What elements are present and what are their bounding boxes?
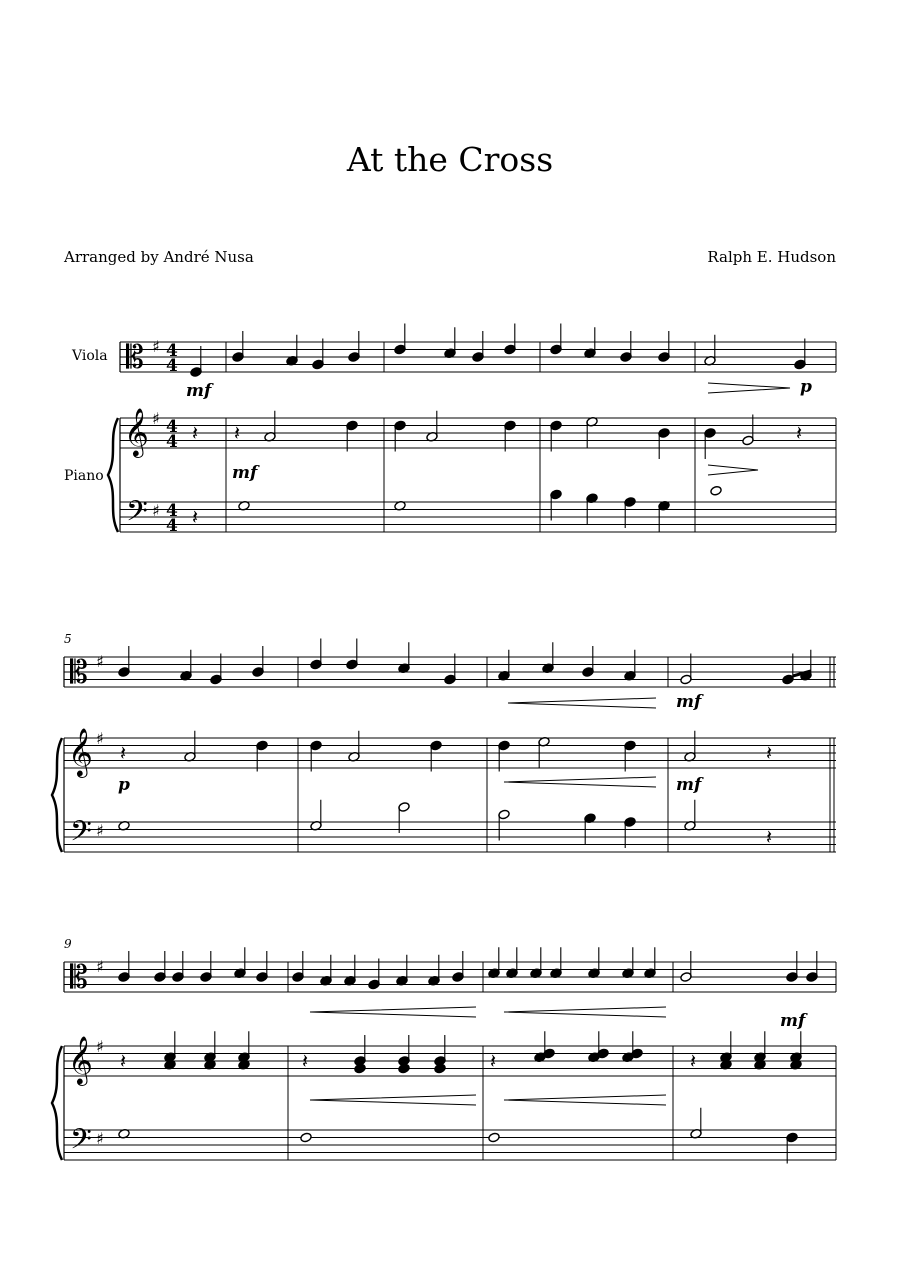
note — [346, 420, 358, 451]
note — [624, 497, 636, 528]
decrescendo-hairpin — [708, 465, 758, 475]
note — [398, 802, 410, 833]
note — [550, 947, 562, 978]
note — [550, 489, 562, 520]
note — [498, 740, 510, 771]
note — [680, 951, 692, 982]
decrescendo-hairpin — [708, 383, 790, 393]
note — [354, 1063, 366, 1074]
note — [444, 654, 456, 685]
piano-bass-staff — [64, 822, 836, 852]
note — [704, 428, 716, 459]
note — [622, 947, 634, 978]
measure-number: 5 — [64, 632, 72, 646]
note — [582, 646, 594, 677]
note — [624, 650, 636, 681]
note — [586, 416, 598, 447]
quarter-rest-icon: 𝄽 — [302, 1049, 309, 1073]
note — [434, 1063, 446, 1074]
note — [530, 947, 542, 978]
note — [690, 1108, 702, 1139]
bass-clef-icon: 𝄢 — [70, 1123, 92, 1163]
note — [644, 947, 656, 978]
note — [348, 731, 360, 762]
alto-clef-icon: 𝄡 — [70, 958, 88, 996]
crescendo-hairpin — [508, 698, 656, 708]
piano-treble-staff — [120, 418, 836, 448]
piano-label: Piano — [64, 468, 104, 484]
dynamic-marking: mf — [186, 381, 212, 401]
piano-brace — [52, 738, 62, 852]
note — [428, 955, 440, 986]
note — [398, 1063, 410, 1074]
arranger-credit: Arranged by André Nusa — [64, 248, 254, 266]
notehead — [398, 1063, 410, 1074]
notehead — [488, 1132, 500, 1143]
note — [172, 951, 184, 982]
note — [430, 740, 442, 771]
note — [658, 331, 670, 362]
dynamic-marking: mf — [232, 463, 258, 483]
time-signature-denominator: 4 — [166, 356, 178, 376]
note — [658, 428, 670, 459]
note — [354, 1035, 366, 1066]
note — [310, 800, 322, 831]
note — [790, 1031, 802, 1062]
note — [346, 639, 358, 670]
note — [488, 947, 500, 978]
quarter-rest-icon: 𝄽 — [234, 421, 241, 445]
note — [684, 800, 696, 831]
note — [426, 411, 438, 442]
note — [232, 331, 244, 362]
note — [300, 1132, 312, 1143]
note — [786, 951, 798, 982]
note — [550, 420, 562, 451]
sharp-icon: ♯ — [96, 821, 104, 840]
note — [680, 654, 692, 685]
note — [624, 740, 636, 771]
note — [292, 951, 304, 982]
note — [394, 420, 406, 451]
note — [586, 493, 598, 524]
note — [710, 485, 722, 496]
note — [444, 327, 456, 358]
time-signature-numerator: 4 — [166, 341, 178, 361]
note — [310, 639, 322, 670]
note — [452, 951, 464, 982]
note — [488, 1132, 500, 1143]
note — [754, 1031, 766, 1062]
note — [204, 1031, 216, 1062]
notehead — [710, 485, 722, 496]
note — [118, 646, 130, 677]
treble-clef-icon: 𝄞 — [68, 727, 93, 776]
note — [800, 650, 812, 681]
piano-bass-staff — [120, 502, 836, 532]
note — [550, 324, 562, 355]
piano-treble-staff — [64, 1046, 836, 1076]
note — [504, 324, 516, 355]
dynamic-marking: mf — [780, 1011, 806, 1031]
note — [584, 813, 596, 844]
note — [538, 736, 550, 767]
crescendo-hairpin — [504, 777, 656, 787]
note — [786, 1132, 798, 1163]
note — [794, 339, 806, 370]
note — [622, 1031, 634, 1062]
sharp-icon: ♯ — [96, 729, 104, 748]
note — [310, 740, 322, 771]
crescendo-hairpin — [310, 1095, 476, 1105]
note — [704, 335, 716, 366]
notehead — [354, 1063, 366, 1074]
note — [498, 650, 510, 681]
note — [394, 324, 406, 355]
note — [396, 955, 408, 986]
sharp-icon: ♯ — [96, 1037, 104, 1056]
note — [320, 955, 332, 986]
note — [312, 339, 324, 370]
bass-clef-icon: 𝄢 — [70, 815, 92, 855]
quarter-rest-icon: 𝄽 — [690, 1049, 697, 1073]
alto-clef-icon: 𝄡 — [70, 653, 88, 691]
note — [506, 947, 518, 978]
sharp-icon: ♯ — [152, 337, 160, 356]
quarter-rest-icon: 𝄽 — [120, 1049, 127, 1073]
note — [584, 327, 596, 358]
quarter-rest-icon: 𝄽 — [766, 741, 773, 765]
note — [742, 415, 754, 446]
sharp-icon: ♯ — [96, 652, 104, 671]
notehead — [434, 1063, 446, 1074]
treble-clef-icon: 𝄞 — [124, 407, 149, 456]
bass-clef-icon: 𝄢 — [126, 495, 148, 535]
time-signature-denominator: 4 — [166, 432, 178, 452]
notehead — [300, 1132, 312, 1143]
crescendo-hairpin — [504, 1007, 666, 1017]
composer-credit: Ralph E. Hudson — [707, 248, 836, 266]
quarter-rest-icon: 𝄽 — [120, 741, 127, 765]
note — [658, 500, 670, 531]
note — [398, 642, 410, 673]
piano-bass-staff — [64, 1130, 836, 1160]
dynamic-marking: p — [800, 377, 812, 397]
note — [620, 331, 632, 362]
sharp-icon: ♯ — [152, 501, 160, 520]
note — [184, 731, 196, 762]
note — [542, 642, 554, 673]
note — [238, 1031, 250, 1062]
note — [720, 1031, 732, 1062]
dynamic-marking: p — [118, 775, 130, 795]
note — [782, 654, 794, 685]
piano-treble-staff — [64, 738, 836, 768]
time-signature-numerator: 4 — [166, 417, 178, 437]
note — [164, 1031, 176, 1062]
note — [534, 1031, 546, 1062]
quarter-rest-icon: 𝄽 — [192, 505, 199, 529]
time-signature-numerator: 4 — [166, 501, 178, 521]
note — [154, 951, 166, 982]
note — [368, 959, 380, 990]
note — [504, 420, 516, 451]
note — [180, 650, 192, 681]
note — [344, 955, 356, 986]
quarter-rest-icon: 𝄽 — [192, 421, 199, 445]
note — [286, 335, 298, 366]
note — [588, 1031, 600, 1062]
treble-clef-icon: 𝄞 — [68, 1035, 93, 1084]
note — [256, 951, 268, 982]
quarter-rest-icon: 𝄽 — [490, 1049, 497, 1073]
dynamic-marking: mf — [676, 692, 702, 712]
sharp-icon: ♯ — [152, 409, 160, 428]
note — [806, 951, 818, 982]
sharp-icon: ♯ — [96, 1129, 104, 1148]
alto-clef-icon: 𝄡 — [126, 338, 144, 376]
crescendo-hairpin — [310, 1007, 476, 1017]
note — [624, 817, 636, 848]
measure-number: 9 — [64, 937, 72, 951]
note — [684, 731, 696, 762]
note — [434, 1035, 446, 1066]
quarter-rest-icon: 𝄽 — [766, 825, 773, 849]
note — [348, 331, 360, 362]
note — [472, 331, 484, 362]
viola-label: Viola — [72, 348, 108, 364]
note — [588, 947, 600, 978]
note — [118, 951, 130, 982]
note — [498, 809, 510, 840]
dynamic-marking: mf — [676, 775, 702, 795]
note — [264, 411, 276, 442]
piano-brace — [108, 418, 118, 532]
note — [210, 654, 222, 685]
note — [398, 1035, 410, 1066]
note — [190, 346, 202, 377]
note — [252, 646, 264, 677]
piece-title: At the Cross — [346, 140, 554, 179]
note — [234, 947, 246, 978]
piano-brace — [52, 1046, 62, 1160]
note — [256, 740, 268, 771]
time-signature-denominator: 4 — [166, 516, 178, 536]
quarter-rest-icon: 𝄽 — [796, 421, 803, 445]
sharp-icon: ♯ — [96, 957, 104, 976]
note — [200, 951, 212, 982]
crescendo-hairpin — [504, 1095, 666, 1105]
